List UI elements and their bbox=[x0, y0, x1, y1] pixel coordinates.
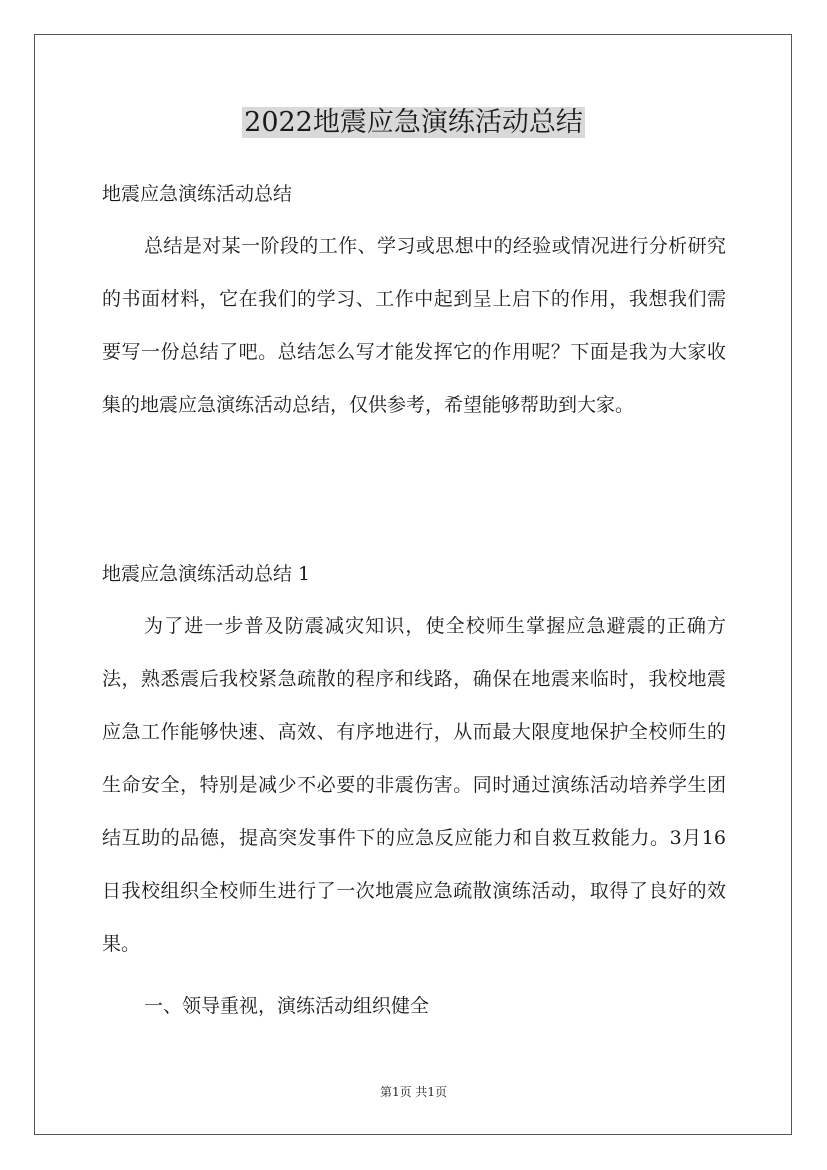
intro-paragraph: 总结是对某一阶段的工作、学习或思想中的经验或情况进行分析研究的书面材料，它在我们的学习、工作中起到呈上启下的作用，我想我们需要写一份总结了吧。总结怎么写才能发挥它的作用呢？下面是我为大家收集的地震应急演练活动总结，仅供参考，希望能够帮助到大家。 bbox=[102, 235, 726, 416]
section-heading: 地震应急演练活动总结 1 bbox=[102, 563, 311, 585]
document-title-text: 2022地震应急演练活动总结 bbox=[244, 107, 583, 138]
page-footer: 第1页 共1页 bbox=[379, 1085, 448, 1099]
document-title bbox=[0, 104, 827, 142]
document-subtitle: 地震应急演练活动总结 bbox=[102, 183, 293, 205]
section-paragraph: 为了进一步普及防震减灾知识，使全校师生掌握应急避震的正确方法，熟悉震后我校紧急疏散的程序和线路，确保在地震来临时，我校地震应急工作能够快速、高效、有序地进行，从而最大限度地保护全校师生的生命安全，特别是减少不必要的非震伤害。同时通过演练活动培养学生团结互助的品德，提高突发事件下的应急反应能力和自救互救能力。3月16日我校组织全校师生进行了一次地震应急疏散演练活动，取得了良好的效果。 bbox=[102, 615, 726, 955]
point-heading: 一、领导重视，演练活动组织健全 bbox=[144, 995, 430, 1017]
